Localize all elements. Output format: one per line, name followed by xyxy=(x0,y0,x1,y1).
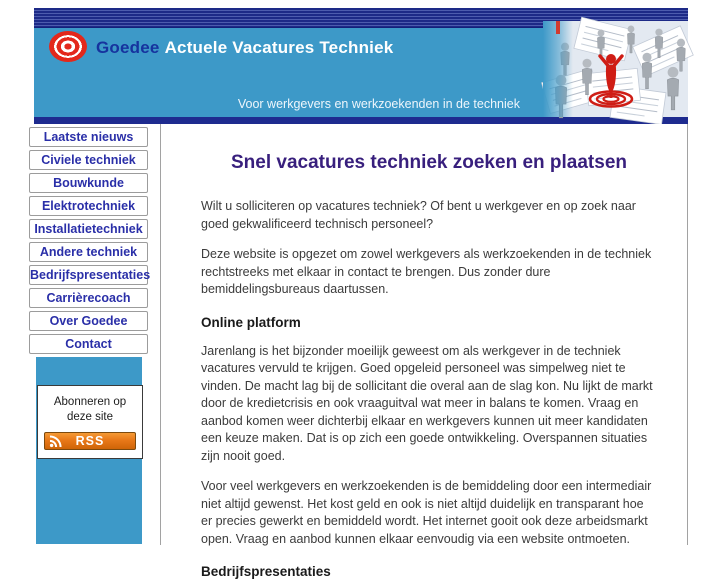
subscribe-text-line2: deze site xyxy=(66,411,114,423)
site-title-text: Actuele Vacatures Techniek xyxy=(164,38,394,57)
header-banner xyxy=(34,28,688,117)
subscribe-text-line1: Abonneren op xyxy=(53,396,127,408)
job-candidates-on-target-collage-image xyxy=(543,21,688,117)
sidebar-item-laatste-nieuws[interactable]: Laatste nieuws xyxy=(29,127,148,147)
online-platform-paragraph-1: Jarenlang is het bijzonder moeilijk geweest om als werkgever in de techniek vacatures vervuld te krijgen. Goed opgeleid personeel was simpelweg niet te vinden. De macht lag bij de sollicitant die overal aan de slag kon. Nu lijkt de markt door de kredietcrisis en ook vraaguitval wat meer in balans te komen. Vraag en aanbod komen weer dichterbij elkaar en werkgevers kunnen uit meer kandidaten een keuze maken. Dat is op zich een goede ontwikkeling. Overspannen situaties zijn nooit goed. xyxy=(201,343,653,463)
sidebar-item-andere-techniek[interactable]: Andere techniek xyxy=(29,242,148,262)
intro-paragraph-2: Deze website is opgezet om zowel werkgevers als werkzoekenden in de techniek rechtstreeks met elkaar in contact te brengen. Dus zonder dure bemiddelingsbureaus daartussen. xyxy=(201,247,652,296)
page-title: Snel vacatures techniek zoeken en plaatsen xyxy=(230,152,627,173)
main-content xyxy=(160,124,688,579)
section-heading-bedrijfspresentaties: Bedrijfspresentaties xyxy=(201,564,331,579)
sidebar-item-installatietechniek[interactable]: Installatietechniek xyxy=(29,219,148,239)
rss-button-label: RSS xyxy=(75,434,105,448)
sidebar-item-over-goedee[interactable]: Over Goedee xyxy=(29,311,148,331)
intro-paragraph-1: Wilt u solliciteren op vacatures techniek? Of bent u werkgever en op zoek naar goed gekwalificeerd technisch personeel? xyxy=(201,199,636,231)
subscribe-box xyxy=(37,385,143,459)
tagline: Voor werkgevers en werkzoekenden in de techniek xyxy=(237,97,520,111)
sidebar-item-contact[interactable]: Contact xyxy=(29,334,148,354)
bullseye-target-logo-icon[interactable] xyxy=(49,31,87,62)
brand-name: Goedee xyxy=(96,38,160,57)
site-title[interactable] xyxy=(96,38,393,58)
sidebar-item-civiele-techniek[interactable]: Civiele techniek xyxy=(29,150,148,170)
sidebar-item-carrierecoach[interactable]: Carrièrecoach xyxy=(29,288,148,308)
rss-feed-icon xyxy=(49,435,62,448)
rss-button[interactable] xyxy=(44,432,136,450)
sidebar-item-elektrotechniek[interactable]: Elektrotechniek xyxy=(29,196,148,216)
sidebar-nav xyxy=(29,127,160,544)
sidebar-item-bedrijfspresentaties[interactable]: Bedrijfspresentaties xyxy=(29,265,148,285)
online-platform-paragraph-2: Voor veel werkgevers en werkzoekenden is de bemiddeling door een intermediair niet altijd gewenst. Het kost geld en ook is niet altijd duidelijk en transparant hoe er precies gewerkt en bemiddeld wordt. Het internet gooit ook deze arbeidsmarkt open. Vraag en aanbod kunnen elkaar eenvoudig via een website ontmoeten. xyxy=(201,479,652,546)
header-bottom-bar xyxy=(34,117,688,124)
section-heading-online-platform: Online platform xyxy=(201,314,301,330)
site-header xyxy=(34,8,688,124)
sidebar-item-bouwkunde[interactable]: Bouwkunde xyxy=(29,173,148,193)
sidebar-blue-panel xyxy=(36,357,142,544)
